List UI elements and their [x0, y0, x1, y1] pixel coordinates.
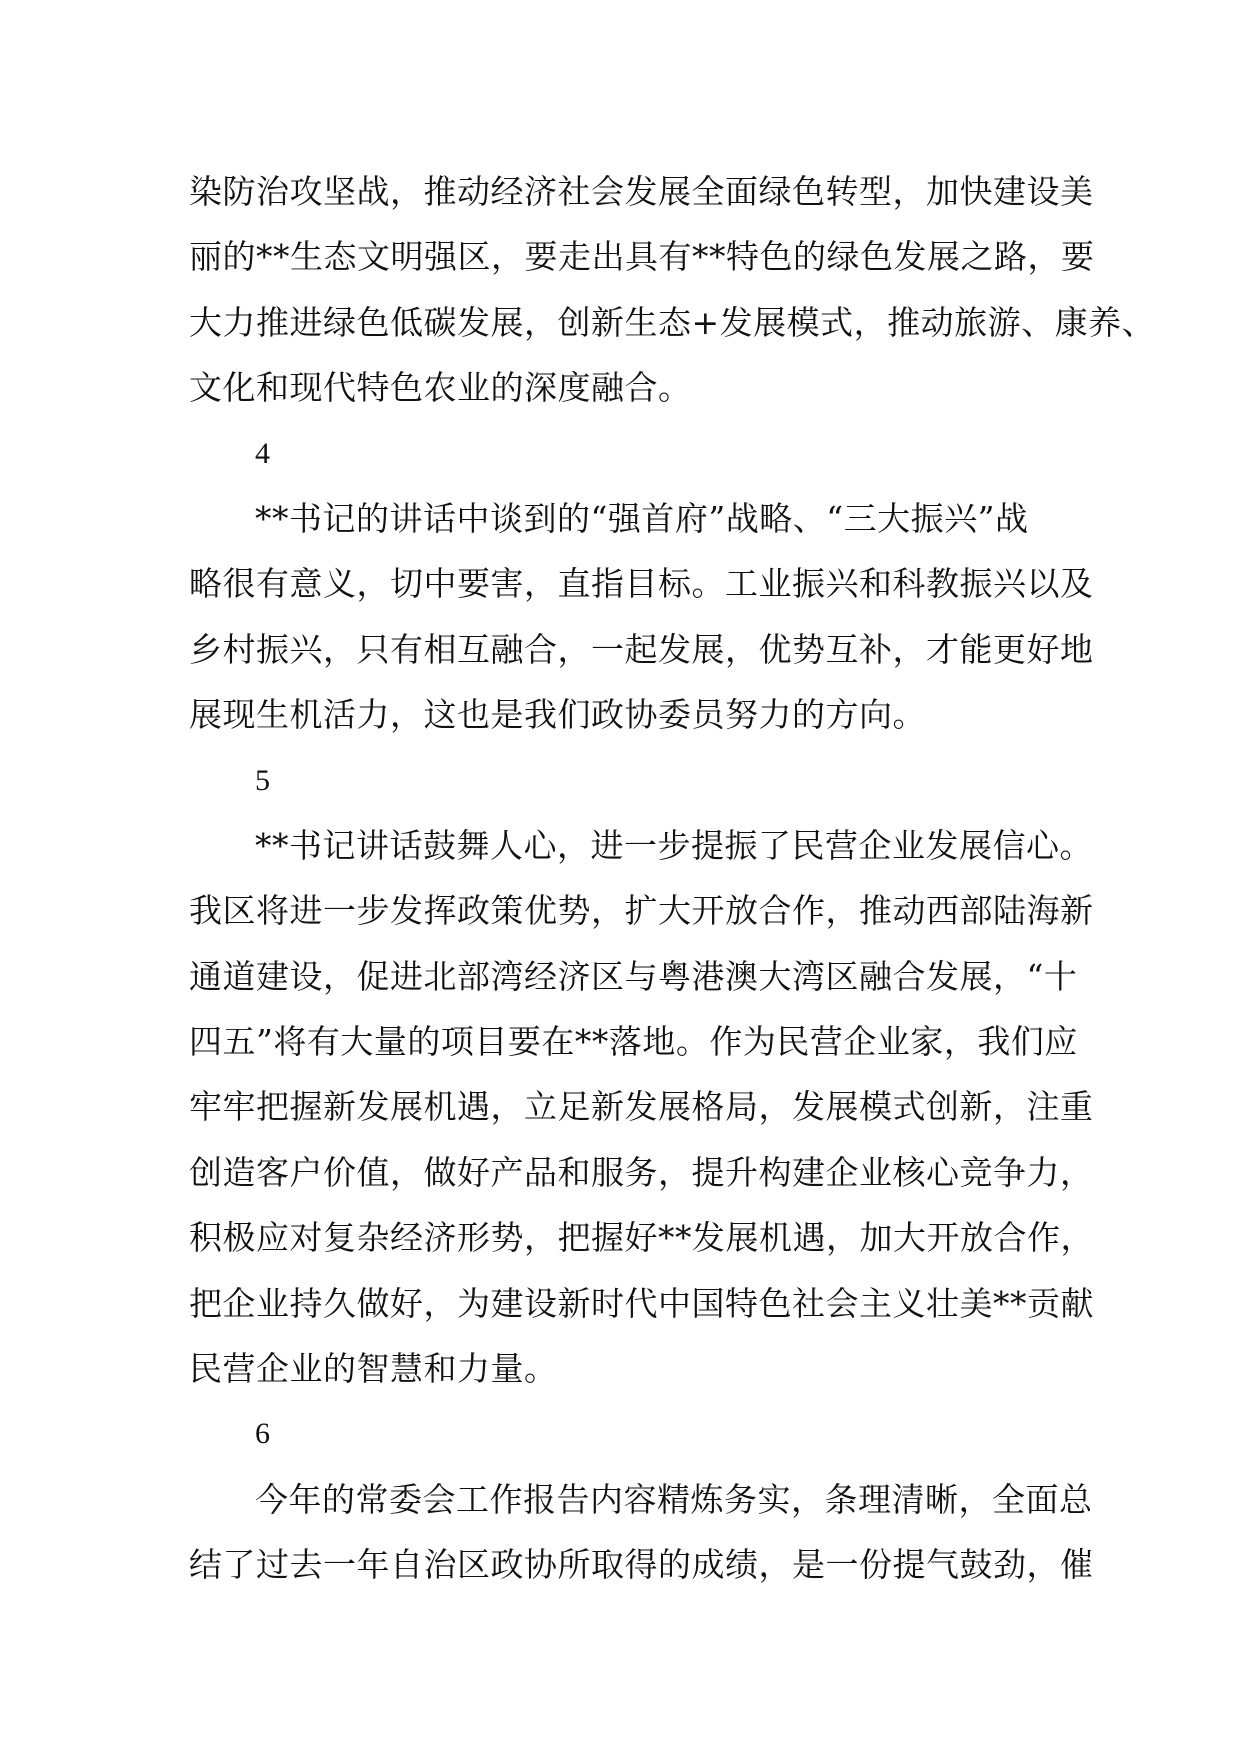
body-line: 把企业持久做好，为建设新时代中国特色社会主义壮美**贡献 — [189, 1283, 1094, 1323]
section-number: 4 — [255, 436, 271, 470]
paragraph-first-line: **书记讲话鼓舞人心，进一步提振了民营企业发展信心。 — [255, 825, 1093, 865]
section-number: 6 — [255, 1417, 271, 1451]
body-line: 大力推进绿色低碳发展，创新生态+发展模式，推动旅游、康养、 — [189, 302, 1156, 342]
document-body — [189, 172, 1156, 1611]
body-line: 通道建设，促进北部湾经济区与粤港澳大湾区融合发展，“十 — [189, 956, 1078, 996]
body-line: 展现生机活力，这也是我们政协委员努力的方向。 — [189, 695, 926, 735]
body-line: 创造客户价值，做好产品和服务，提升构建企业核心竞争力， — [189, 1152, 1094, 1192]
body-line: 牢牢把握新发展机遇，立足新发展格局，发展模式创新，注重 — [189, 1087, 1094, 1127]
paragraph-first-line: 今年的常委会工作报告内容精炼务实，条理清晰，全面总 — [255, 1479, 1093, 1519]
body-line: 民营企业的智慧和力量。 — [189, 1349, 558, 1389]
body-line: 四五”将有大量的项目要在**落地。作为民营企业家，我们应 — [189, 1022, 1078, 1062]
body-line: 结了过去一年自治区政协所取得的成绩，是一份提气鼓劲，催 — [189, 1545, 1094, 1585]
section-number: 5 — [255, 763, 271, 797]
body-line: 略很有意义，切中要害，直指目标。工业振兴和科教振兴以及 — [189, 564, 1094, 604]
body-line: 乡村振兴，只有相互融合，一起发展，优势互补，才能更好地 — [189, 629, 1094, 669]
body-line: 文化和现代特色农业的深度融合。 — [189, 368, 692, 408]
body-line: 染防治攻坚战，推动经济社会发展全面绿色转型，加快建设美 — [189, 172, 1094, 211]
paragraph-first-line: **书记的讲话中谈到的“强首府”战略、“三大振兴”战 — [255, 498, 1029, 538]
body-line: 我区将进一步发挥政策优势，扩大开放合作，推动西部陆海新 — [189, 891, 1094, 931]
body-line: 积极应对复杂经济形势，把握好**发展机遇，加大开放合作， — [189, 1218, 1094, 1258]
body-line: 丽的**生态文明强区，要走出具有**特色的绿色发展之路，要 — [189, 237, 1095, 277]
